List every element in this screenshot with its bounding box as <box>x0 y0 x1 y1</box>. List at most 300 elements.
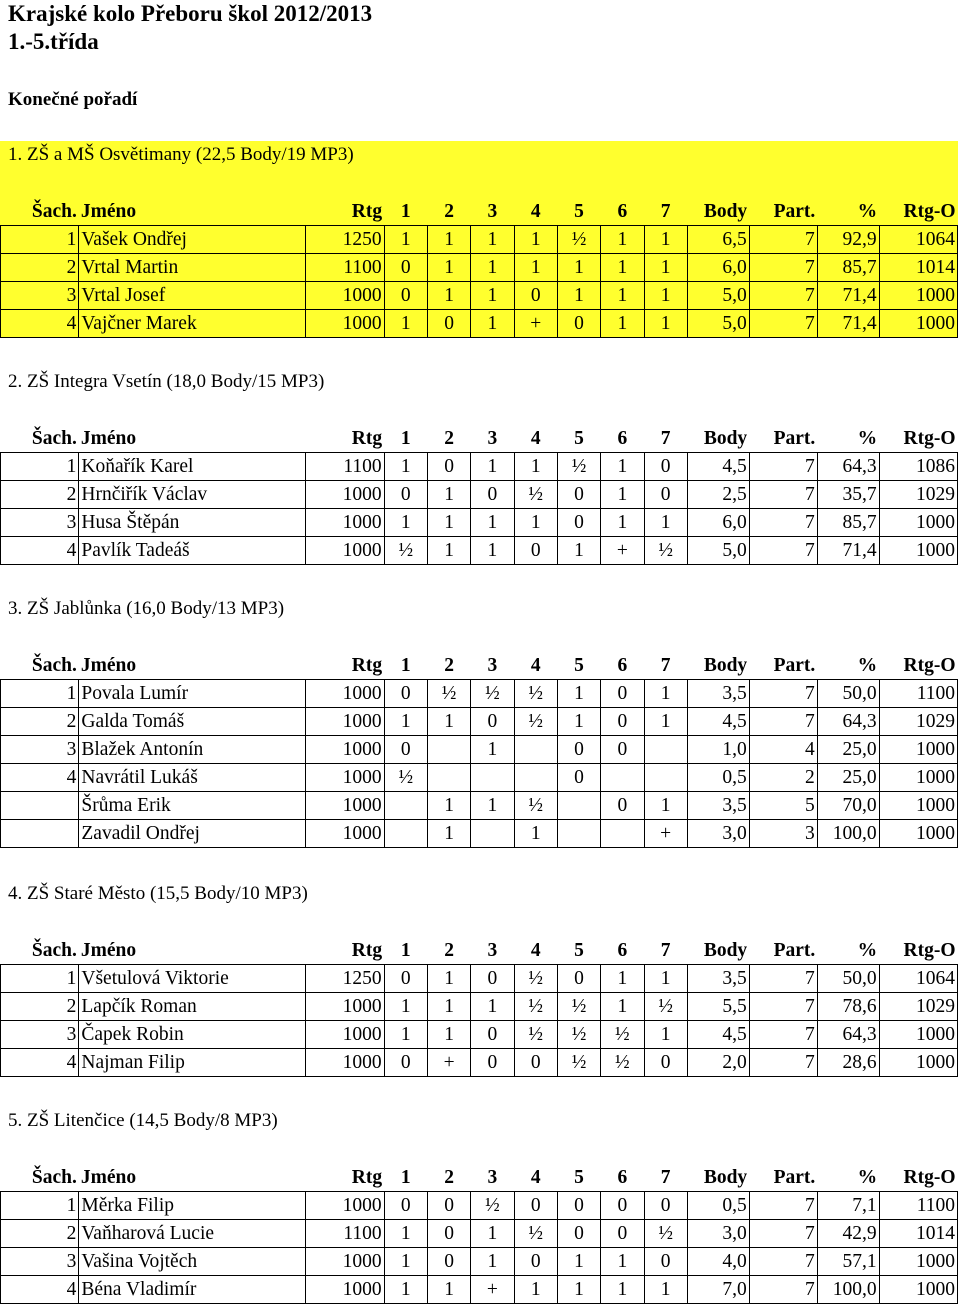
team-heading <box>0 1107 958 1164</box>
table-cell: 7 <box>749 537 817 565</box>
table-cell: 1000 <box>306 680 384 708</box>
table-cell: 0 <box>514 1248 557 1276</box>
table-cell: 1 <box>601 282 644 310</box>
table-cell: 0 <box>557 1192 600 1220</box>
table-cell: ½ <box>514 1021 557 1049</box>
table-cell: 1000 <box>879 282 957 310</box>
table-cell: ½ <box>557 226 600 254</box>
team-heading-text: 5. ZŠ Litenčice (14,5 Body/8 MP3) <box>8 1110 278 1131</box>
table-cell: 7 <box>749 680 817 708</box>
column-header: 3 <box>471 198 514 226</box>
player-name-cell: Hrnčiřík Václav <box>79 481 306 509</box>
table-cell: ½ <box>471 1192 514 1220</box>
player-name-cell: Šrůma Erik <box>79 792 306 820</box>
table-cell: 1 <box>471 254 514 282</box>
table-cell: 6,0 <box>687 254 749 282</box>
table-cell: 1100 <box>879 1192 957 1220</box>
column-header: 1 <box>384 652 427 680</box>
table-cell: 100,0 <box>817 820 879 848</box>
column-header: Šach. <box>1 937 79 965</box>
column-header: 6 <box>601 652 644 680</box>
table-cell: 1 <box>471 736 514 764</box>
table-cell: 0 <box>471 965 514 993</box>
table-cell: ½ <box>601 1049 644 1077</box>
table-row <box>1 736 958 764</box>
table-cell: 1 <box>384 1248 427 1276</box>
table-cell: 1000 <box>306 1276 384 1304</box>
table-cell: 1 <box>644 254 687 282</box>
table-cell: 1100 <box>306 453 384 481</box>
table-row <box>1 993 958 1021</box>
table-cell <box>514 764 557 792</box>
column-header: Body <box>687 1164 749 1192</box>
player-name-cell: Všetulová Viktorie <box>79 965 306 993</box>
table-cell: 57,1 <box>817 1248 879 1276</box>
table-cell: 1 <box>644 708 687 736</box>
table-cell: 1029 <box>879 708 957 736</box>
table-cell <box>644 764 687 792</box>
column-header: Part. <box>749 198 817 226</box>
column-header: Part. <box>749 425 817 453</box>
table-cell: 1 <box>557 1248 600 1276</box>
column-header: 7 <box>644 937 687 965</box>
table-cell: 5,5 <box>687 993 749 1021</box>
table-cell: 7 <box>749 1248 817 1276</box>
table-cell: ½ <box>601 1021 644 1049</box>
table-cell: 7 <box>749 282 817 310</box>
column-header: % <box>817 198 879 226</box>
table-cell: 1000 <box>306 736 384 764</box>
table-cell: 1029 <box>879 481 957 509</box>
table-cell: ½ <box>514 1220 557 1248</box>
player-name-cell: Povala Lumír <box>79 680 306 708</box>
table-cell: 7 <box>749 254 817 282</box>
table-cell: 7 <box>749 708 817 736</box>
table-cell: 0 <box>471 481 514 509</box>
table-cell: 1000 <box>306 764 384 792</box>
player-name-cell: Zavadil Ondřej <box>79 820 306 848</box>
table-cell <box>1 820 79 848</box>
column-header: 4 <box>514 937 557 965</box>
table-cell: 6,0 <box>687 509 749 537</box>
table-cell: 1 <box>644 1276 687 1304</box>
table-cell: 1 <box>514 1276 557 1304</box>
table-row <box>1 792 958 820</box>
table-cell: 0 <box>557 736 600 764</box>
table-cell: 7,1 <box>817 1192 879 1220</box>
column-header: 4 <box>514 652 557 680</box>
table-row <box>1 1276 958 1304</box>
table-cell: 1 <box>384 310 427 338</box>
table-cell: + <box>514 310 557 338</box>
column-header: 7 <box>644 1164 687 1192</box>
table-cell: 0 <box>384 282 427 310</box>
column-header: 2 <box>427 425 470 453</box>
table-row <box>1 820 958 848</box>
table-cell: 0 <box>384 736 427 764</box>
team-heading-text: 3. ZŠ Jablůnka (16,0 Body/13 MP3) <box>8 598 285 619</box>
table-cell: 5,0 <box>687 282 749 310</box>
table-cell: 3 <box>1 509 79 537</box>
column-header: 7 <box>644 198 687 226</box>
table-cell: 64,3 <box>817 1021 879 1049</box>
player-name-cell: Měrka Filip <box>79 1192 306 1220</box>
table-cell: ½ <box>427 680 470 708</box>
column-header: Rtg-O <box>879 198 957 226</box>
column-header: 1 <box>384 1164 427 1192</box>
column-header: Jméno <box>79 652 306 680</box>
table-cell: 1 <box>601 993 644 1021</box>
table-cell: 5,0 <box>687 310 749 338</box>
table-cell: 3,0 <box>687 1220 749 1248</box>
table-cell: 1000 <box>879 1021 957 1049</box>
table-cell: 1086 <box>879 453 957 481</box>
table-cell: 25,0 <box>817 764 879 792</box>
table-cell: 1014 <box>879 254 957 282</box>
team-heading-text: 1. ZŠ a MŠ Osvětimany (22,5 Body/19 MP3) <box>8 144 354 165</box>
table-cell: 7 <box>749 310 817 338</box>
table-header-row <box>1 1164 958 1192</box>
column-header: Jméno <box>79 425 306 453</box>
table-cell <box>601 820 644 848</box>
table-cell: 1 <box>601 310 644 338</box>
table-cell: 1000 <box>879 537 957 565</box>
table-cell: 1 <box>601 965 644 993</box>
table-cell: 1029 <box>879 993 957 1021</box>
table-cell: 1 <box>514 453 557 481</box>
table-cell: 1 <box>427 792 470 820</box>
table-cell: 1 <box>427 1276 470 1304</box>
column-header: 6 <box>601 937 644 965</box>
table-cell: 1 <box>427 708 470 736</box>
table-row <box>1 481 958 509</box>
player-name-cell: Najman Filip <box>79 1049 306 1077</box>
table-cell: 1 <box>1 453 79 481</box>
table-cell: 78,6 <box>817 993 879 1021</box>
table-cell: 0 <box>427 1220 470 1248</box>
table-cell: 1 <box>514 254 557 282</box>
player-name-cell: Vašina Vojtěch <box>79 1248 306 1276</box>
table-cell <box>427 764 470 792</box>
table-cell: 2,0 <box>687 1049 749 1077</box>
table-cell: 2 <box>1 481 79 509</box>
table-cell: 5 <box>749 792 817 820</box>
table-cell: 0 <box>601 680 644 708</box>
team-results-table <box>0 1164 958 1304</box>
column-header: 5 <box>557 937 600 965</box>
table-row <box>1 509 958 537</box>
table-cell: 0 <box>514 282 557 310</box>
table-cell: 1 <box>471 1248 514 1276</box>
table-cell: 0 <box>644 1049 687 1077</box>
table-cell: 1 <box>514 509 557 537</box>
table-cell: 7 <box>749 965 817 993</box>
table-cell: 1 <box>557 680 600 708</box>
column-header: 6 <box>601 425 644 453</box>
table-cell: 0 <box>557 509 600 537</box>
player-name-cell: Blažek Antonín <box>79 736 306 764</box>
column-header: 4 <box>514 425 557 453</box>
table-cell: 7 <box>749 1021 817 1049</box>
table-cell: 1 <box>427 282 470 310</box>
table-row <box>1 764 958 792</box>
table-cell: 1000 <box>879 736 957 764</box>
table-row <box>1 310 958 338</box>
table-cell: 0 <box>644 453 687 481</box>
page-title: Krajské kolo Přeboru škol 2012/2013 <box>8 1 373 26</box>
table-cell: 7 <box>749 226 817 254</box>
table-cell: 1000 <box>306 792 384 820</box>
column-header: Rtg-O <box>879 652 957 680</box>
table-cell: 1 <box>471 792 514 820</box>
table-cell: + <box>427 1049 470 1077</box>
column-header: % <box>817 652 879 680</box>
table-cell: 92,9 <box>817 226 879 254</box>
column-header: 2 <box>427 1164 470 1192</box>
player-name-cell: Pavlík Tadeáš <box>79 537 306 565</box>
table-cell: 1 <box>427 1021 470 1049</box>
table-cell: 0 <box>644 481 687 509</box>
column-header: 2 <box>427 652 470 680</box>
table-cell <box>384 792 427 820</box>
column-header: 2 <box>427 198 470 226</box>
table-cell: 1 <box>644 965 687 993</box>
table-cell: 64,3 <box>817 708 879 736</box>
column-header: 4 <box>514 198 557 226</box>
table-cell: 3,0 <box>687 820 749 848</box>
table-cell: + <box>644 820 687 848</box>
table-cell: 71,4 <box>817 537 879 565</box>
column-header: Body <box>687 425 749 453</box>
table-cell: 1 <box>601 453 644 481</box>
table-cell: ½ <box>644 993 687 1021</box>
table-cell: 2 <box>1 708 79 736</box>
table-cell: 5,0 <box>687 537 749 565</box>
table-row <box>1 226 958 254</box>
table-cell: 1100 <box>306 1220 384 1248</box>
table-cell: 70,0 <box>817 792 879 820</box>
table-cell: 1 <box>601 481 644 509</box>
table-cell: ½ <box>644 537 687 565</box>
table-cell: 1000 <box>879 509 957 537</box>
table-cell: 1 <box>471 509 514 537</box>
column-header: Šach. <box>1 425 79 453</box>
team-heading <box>0 595 958 652</box>
table-cell: 4 <box>1 1049 79 1077</box>
table-cell: 85,7 <box>817 254 879 282</box>
column-header: Part. <box>749 937 817 965</box>
table-cell: 1000 <box>879 764 957 792</box>
table-cell: 1 <box>644 680 687 708</box>
table-header-row <box>1 937 958 965</box>
table-cell: 71,4 <box>817 282 879 310</box>
table-cell: 2 <box>1 254 79 282</box>
column-header: Jméno <box>79 937 306 965</box>
table-cell: ½ <box>514 993 557 1021</box>
column-header: 6 <box>601 198 644 226</box>
table-cell: 1 <box>427 820 470 848</box>
column-header: Part. <box>749 652 817 680</box>
table-row <box>1 1220 958 1248</box>
column-header: 7 <box>644 652 687 680</box>
table-cell: 0 <box>601 1220 644 1248</box>
table-cell: 1 <box>644 509 687 537</box>
table-cell: 1000 <box>879 1049 957 1077</box>
table-cell: 7 <box>749 1049 817 1077</box>
table-cell: 50,0 <box>817 965 879 993</box>
table-cell: 0 <box>601 1192 644 1220</box>
table-cell: 35,7 <box>817 481 879 509</box>
table-cell: 1000 <box>306 1049 384 1077</box>
table-cell: 1 <box>557 1276 600 1304</box>
table-cell: 1 <box>471 226 514 254</box>
table-cell: 7 <box>749 1220 817 1248</box>
column-header: 5 <box>557 652 600 680</box>
table-cell: 0 <box>471 1021 514 1049</box>
table-cell: 7 <box>749 509 817 537</box>
table-cell: 1064 <box>879 965 957 993</box>
table-cell: 1 <box>1 226 79 254</box>
column-header: 5 <box>557 1164 600 1192</box>
column-header: % <box>817 1164 879 1192</box>
column-header: 7 <box>644 425 687 453</box>
table-cell: 4 <box>1 764 79 792</box>
table-cell: 0 <box>601 708 644 736</box>
team-heading <box>0 141 958 198</box>
column-header: 6 <box>601 1164 644 1192</box>
table-cell: 1 <box>557 254 600 282</box>
table-cell: 0 <box>557 965 600 993</box>
column-header: Jméno <box>79 1164 306 1192</box>
table-cell: 0 <box>557 1220 600 1248</box>
table-cell: 1000 <box>306 820 384 848</box>
table-cell: 50,0 <box>817 680 879 708</box>
table-cell: 1100 <box>306 254 384 282</box>
team-heading <box>0 368 958 425</box>
team-heading-text: 2. ZŠ Integra Vsetín (18,0 Body/15 MP3) <box>8 371 325 392</box>
column-header: Rtg <box>306 1164 384 1192</box>
table-cell: 1 <box>557 537 600 565</box>
column-header: Šach. <box>1 652 79 680</box>
table-cell: 1000 <box>306 1021 384 1049</box>
column-header: Šach. <box>1 1164 79 1192</box>
table-cell: 1 <box>384 1021 427 1049</box>
table-cell: 1 <box>427 509 470 537</box>
table-cell: 4 <box>1 1276 79 1304</box>
table-cell <box>1 792 79 820</box>
column-header: Rtg <box>306 652 384 680</box>
table-row <box>1 453 958 481</box>
table-cell: 2 <box>1 1220 79 1248</box>
column-header: 4 <box>514 1164 557 1192</box>
table-cell: 0 <box>601 792 644 820</box>
table-cell: 1 <box>427 965 470 993</box>
table-cell: 4 <box>1 310 79 338</box>
table-cell: 0 <box>427 453 470 481</box>
table-cell: 2,5 <box>687 481 749 509</box>
table-cell: 1064 <box>879 226 957 254</box>
table-cell: 1000 <box>306 509 384 537</box>
table-cell: 2 <box>749 764 817 792</box>
table-cell <box>514 736 557 764</box>
table-cell: ½ <box>644 1220 687 1248</box>
table-cell: 1 <box>644 226 687 254</box>
column-header: 5 <box>557 425 600 453</box>
table-cell: 7 <box>749 481 817 509</box>
player-name-cell: Vajčner Marek <box>79 310 306 338</box>
column-header: Body <box>687 937 749 965</box>
table-row <box>1 1049 958 1077</box>
table-cell: + <box>601 537 644 565</box>
table-row <box>1 282 958 310</box>
table-cell: 1 <box>384 1276 427 1304</box>
table-cell: 0 <box>384 1049 427 1077</box>
table-cell: 0 <box>557 764 600 792</box>
column-header: Rtg <box>306 425 384 453</box>
table-cell: 0 <box>601 736 644 764</box>
table-row <box>1 254 958 282</box>
table-cell: 0 <box>384 481 427 509</box>
table-cell: 1 <box>427 226 470 254</box>
table-row <box>1 1021 958 1049</box>
table-cell: ½ <box>557 993 600 1021</box>
player-name-cell: Navrátil Lukáš <box>79 764 306 792</box>
column-header: % <box>817 937 879 965</box>
table-cell: 1 <box>644 310 687 338</box>
table-cell: 1 <box>471 453 514 481</box>
player-name-cell: Husa Štěpán <box>79 509 306 537</box>
player-name-cell: Koňařík Karel <box>79 453 306 481</box>
column-header: Body <box>687 198 749 226</box>
table-cell: 0 <box>427 310 470 338</box>
table-cell: 1 <box>384 708 427 736</box>
table-cell: ½ <box>557 1049 600 1077</box>
table-cell: 1000 <box>306 1192 384 1220</box>
table-cell: 1250 <box>306 965 384 993</box>
table-cell: 1100 <box>879 680 957 708</box>
table-cell: 0 <box>471 1049 514 1077</box>
table-cell: 42,9 <box>817 1220 879 1248</box>
table-cell: 0 <box>384 680 427 708</box>
table-cell: 1 <box>557 708 600 736</box>
table-cell: 1 <box>427 537 470 565</box>
table-cell: 1 <box>427 481 470 509</box>
table-cell: 1 <box>557 282 600 310</box>
table-cell: 1000 <box>306 708 384 736</box>
table-cell: 0,5 <box>687 1192 749 1220</box>
table-cell: 0 <box>557 481 600 509</box>
table-cell: 3 <box>1 1021 79 1049</box>
table-cell: 3,5 <box>687 792 749 820</box>
player-name-cell: Galda Tomáš <box>79 708 306 736</box>
table-cell: 1 <box>601 226 644 254</box>
table-cell: 0 <box>514 537 557 565</box>
table-cell: 1,0 <box>687 736 749 764</box>
table-header-row <box>1 425 958 453</box>
team-results-table <box>0 937 958 1077</box>
table-cell: 3,5 <box>687 965 749 993</box>
table-cell <box>384 820 427 848</box>
table-cell: 100,0 <box>817 1276 879 1304</box>
table-cell: 0,5 <box>687 764 749 792</box>
table-cell <box>427 736 470 764</box>
table-cell: ½ <box>514 708 557 736</box>
table-cell: 4,5 <box>687 708 749 736</box>
table-cell <box>471 820 514 848</box>
team-results-table <box>0 198 958 338</box>
table-cell: 6,5 <box>687 226 749 254</box>
column-header: 3 <box>471 937 514 965</box>
